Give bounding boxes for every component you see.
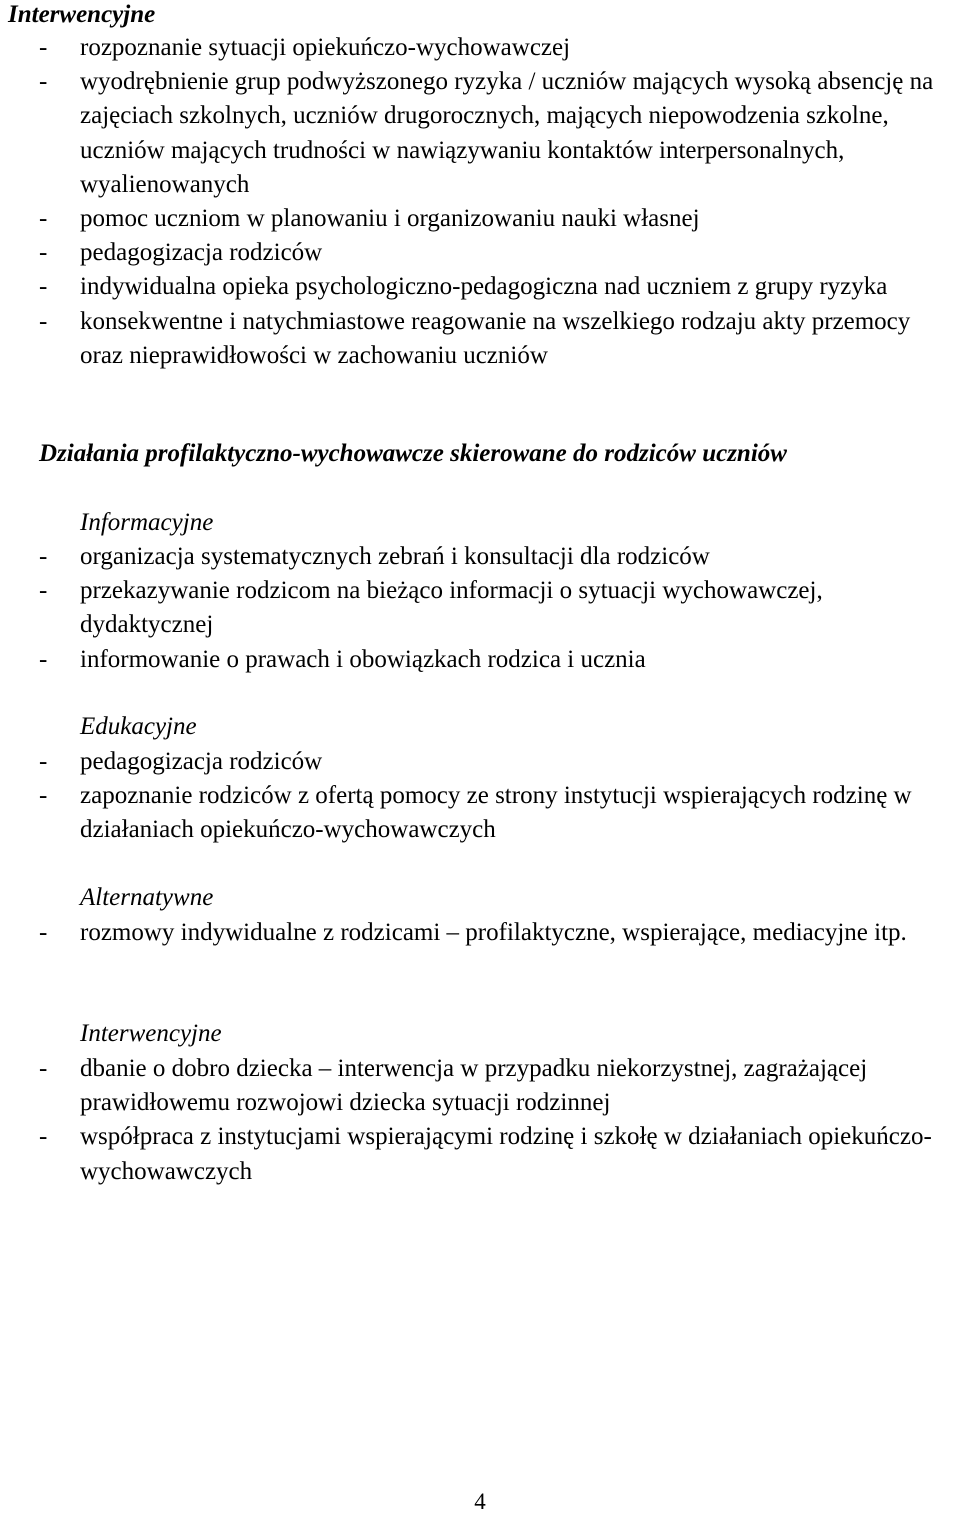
list-item: - pedagogizacja rodziców	[39, 239, 323, 267]
parents-section-heading: Działania profilaktyczno-wychowawcze skierowane do rodziców uczniów	[39, 440, 787, 467]
list-item: - pedagogizacja rodziców	[39, 748, 323, 775]
interwencyjne-list	[39, 1052, 957, 1189]
list-item: - zapoznanie rodziców z ofertą pomocy ze strony instytucji wspierających rodzinę w działaniach opiekuńczo-wychowawczych	[39, 782, 912, 844]
list-item: - dbanie o dobro dziecka – interwencja w przypadku niekorzystnej, zagrażającej prawidłowemu rozwojowi dziecka sytuacji rodzinnej	[39, 1055, 868, 1117]
subheading-edukacyjne: Edukacyjne	[80, 713, 197, 740]
list-item: - rozmowy indywidualne z rodzicami – profilaktyczne, wspierające, mediacyjne itp.	[39, 919, 907, 946]
list-item: - wyodrębnienie grup podwyższonego ryzyka / uczniów mających wysoką absencję na zajęciach szkolnych, uczniów drugorocznych, mających niepowodzenia szkolne, uczniów mających trudności w nawiązywaniu kontaktów interpersonalnych, wyalienowanych	[39, 68, 934, 198]
alternatywne-list	[39, 916, 957, 950]
list-item: - współpraca z instytucjami wspierającymi rodzinę i szkołę w działaniach opiekuńczo-wychowawczych	[39, 1123, 932, 1185]
subheading-alternatywne: Alternatywne	[80, 884, 214, 911]
informacyjne-list	[39, 540, 957, 677]
list-item: - pomoc uczniom w planowaniu i organizowaniu nauki własnej	[39, 205, 700, 233]
list-item: - konsekwentne i natychmiastowe reagowanie na wszelkiego rodzaju akty przemocy oraz nieprawidłowości w zachowaniu uczniów	[39, 307, 911, 369]
list-item: - rozpoznanie sytuacji opiekuńczo-wychowawczej	[39, 34, 571, 61]
interwencyjne-top-list	[39, 31, 957, 373]
list-item: - przekazywanie rodzicom na bieżąco informacji o sytuacji wychowawczej, dydaktycznej	[39, 577, 823, 639]
subheading-informacyjne: Informacyjne	[80, 509, 214, 536]
page-number: 4	[474, 1489, 486, 1514]
list-item: - organizacja systematycznych zebrań i konsultacji dla rodziców	[39, 543, 710, 570]
section-heading-interwencyjne-top: Interwencyjne	[8, 1, 156, 28]
list-item: - informowanie o prawach i obowiązkach rodzica i ucznia	[39, 645, 646, 673]
edukacyjne-list	[39, 745, 957, 848]
list-item: - indywidualna opieka psychologiczno-pedagogiczna nad uczniem z grupy ryzyka	[39, 273, 888, 301]
subheading-interwencyjne: Interwencyjne	[80, 1020, 222, 1047]
